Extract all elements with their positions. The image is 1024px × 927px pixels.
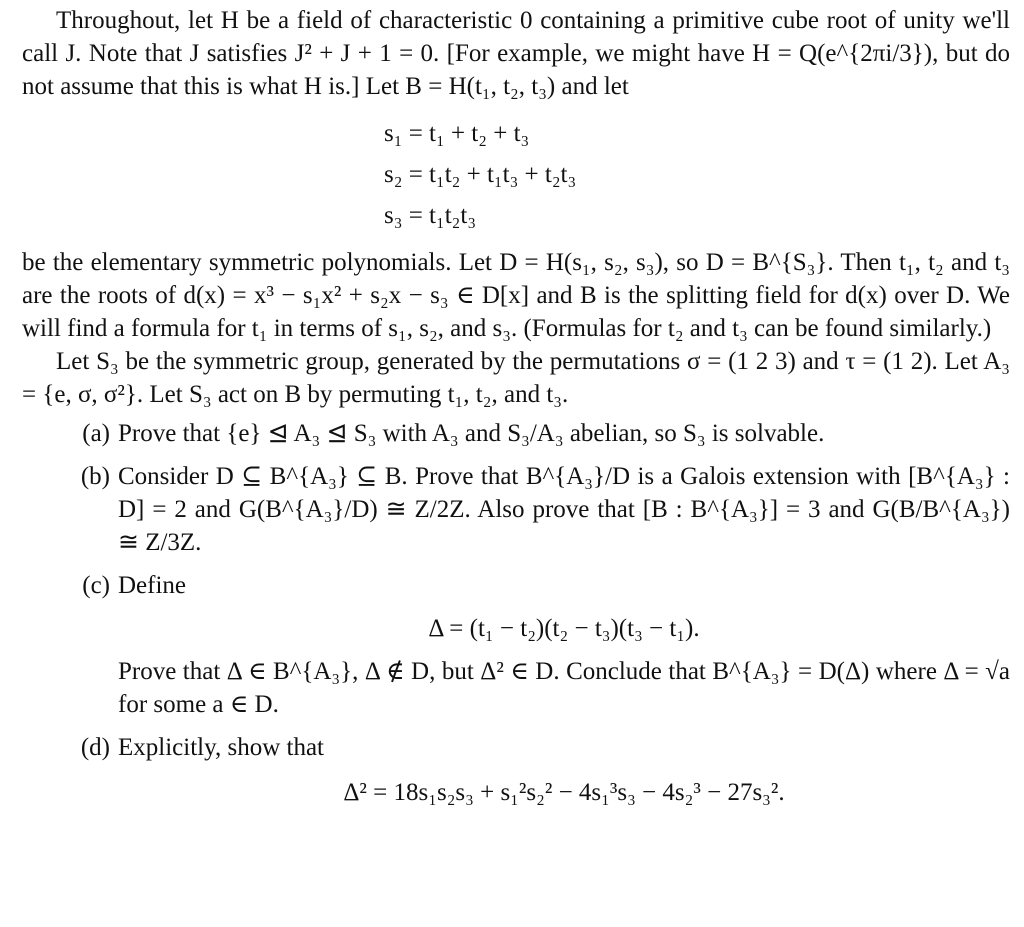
exercise-text: Prove that {e} ⊴ A₃ ⊴ S₃ with A₃ and S₃/A₃ abelian, so S₃ is solvable. — [118, 420, 825, 447]
intro-paragraph — [22, 4, 1010, 103]
p2-line-4: s₃. (Formulas for t₂ and t₃ can be found similarly.) — [492, 315, 992, 342]
elementary-symmetric-paragraph — [22, 246, 1010, 345]
p1-line-3: have H = Q(e^{2πi/3}), but do not assume that this is what H is.] Let B = H(t₁, t₂, t₃) — [22, 40, 1011, 100]
p3-line-1: Let S₃ be the symmetric group, generated by the permutations σ = (1 2 3) and — [56, 348, 839, 375]
exercise-text: Consider D ⊆ B^{A₃} ⊆ B. Prove that B^{A₃}/D is a Galois extension with [B^{A₃} : D] = 2 and G(B^{A₃}/D) ≅ Z/2Z. Also prove that [B : B^{A₃}] = 3 and G(B/B^{A₃}) ≅ Z/3Z. — [118, 463, 1010, 556]
exercise-label: (a) — [82, 420, 110, 447]
p3-line-2: τ = (1 2). Let A₃ = {e, σ, σ²}. Let S₃ act on B by permuting t₁, t₂, and t₃. — [22, 348, 1011, 408]
exercise-text: Explicitly, show that — [118, 734, 324, 761]
equation-s3: s₃ = t₁t₂t₃ — [384, 202, 477, 229]
symmetric-polynomials-display — [22, 117, 1010, 232]
p1-line-4: and let — [561, 73, 629, 100]
exercise-body — [118, 731, 1010, 809]
discriminant-formula: Δ² = 18s₁s₂s₃ + s₁²s₂² − 4s₁³s₃ − 4s₂³ − 27s₃². — [343, 779, 785, 806]
exercise-text: Define — [118, 572, 187, 599]
p2-line-3: splitting field for d(x) over D. We will find a formula for t₁ in terms of s₁, s₂, and — [22, 282, 1010, 342]
exercise-c — [22, 569, 1010, 721]
p1-line-2: of unity we'll call J. Note that J satisfies J² + J + 1 = 0. [For example, we might — [22, 7, 1011, 67]
exercise-after-text: Prove that Δ ∈ B^{A₃}, Δ ∉ D, but Δ² ∈ D. Conclude that B^{A₃} = D(Δ) where Δ = √a for some a ∈ D. — [118, 658, 1010, 718]
exercise-label: (c) — [82, 572, 110, 599]
delta-definition: Δ = (t₁ − t₂)(t₂ − t₃)(t₃ − t₁). — [428, 615, 700, 642]
p2-line-2: Then t₁, t₂ and t₃ are the roots of d(x) = x³ − s₁x² + s₂x − s₃ ∈ D[x] and B is the — [22, 249, 1010, 309]
p1-line-1: Throughout, let H be a field of characteristic 0 containing a primitive cube root — [56, 7, 867, 34]
symmetric-group-paragraph — [22, 345, 1010, 411]
exercise-d — [22, 731, 1010, 809]
exercise-list — [22, 417, 1010, 809]
exercise-label: (b) — [80, 463, 110, 490]
equation-s1: s₁ = t₁ + t₂ + t₃ — [384, 120, 530, 147]
p2-line-1: be the elementary symmetric polynomials. Let D = H(s₁, s₂, s₃), so D = B^{S₃}. — [22, 249, 834, 276]
equation-s2: s₂ = t₁t₂ + t₁t₃ + t₂t₃ — [384, 161, 577, 188]
exercise-label: (d) — [80, 734, 110, 761]
exercise-b — [22, 460, 1010, 559]
exercise-a — [22, 417, 1010, 450]
exercise-body — [118, 569, 1010, 721]
